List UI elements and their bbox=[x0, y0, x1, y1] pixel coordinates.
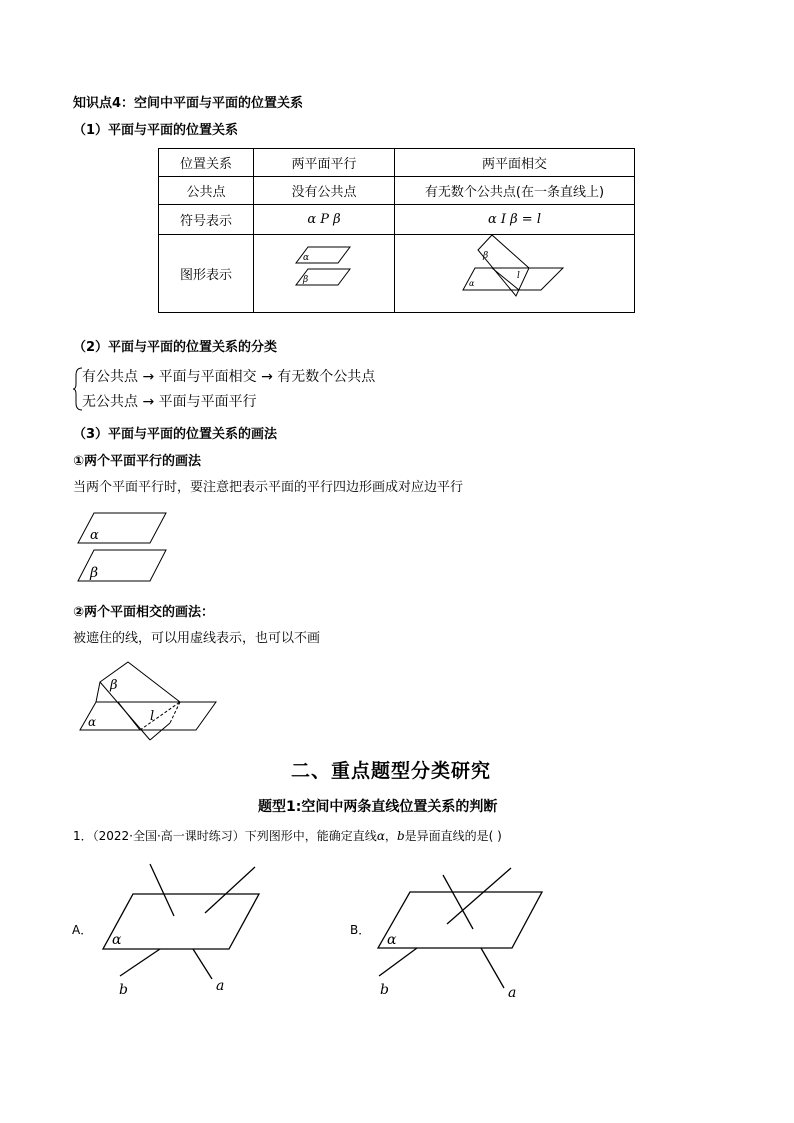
table-cell: 公共点 bbox=[159, 177, 254, 205]
option-b-label[interactable]: B． bbox=[350, 923, 371, 937]
parallel-planes-small-figure bbox=[254, 235, 394, 308]
table-cell: α I β = l bbox=[395, 205, 635, 235]
svg-text:α: α bbox=[469, 279, 475, 288]
question-type-title: 题型1:空间中两条直线位置关系的判断 bbox=[258, 799, 498, 815]
svg-text:b: b bbox=[380, 982, 389, 998]
svg-text:β: β bbox=[110, 678, 118, 693]
table-row bbox=[159, 205, 635, 235]
svg-text:α: α bbox=[112, 932, 122, 948]
svg-text:α: α bbox=[88, 715, 97, 729]
svg-text:a: a bbox=[508, 985, 517, 1001]
option-a-label[interactable]: A． bbox=[72, 923, 93, 937]
part-heading: 二、重点题型分类研究 bbox=[291, 760, 492, 782]
question-1-text: 1．（2022·全国·高一课时练习）下列图形中，能确定直线 bbox=[73, 829, 377, 843]
parallel-method-title: ①两个平面平行的画法 bbox=[73, 454, 202, 469]
subsection-2-title: （2）平面与平面的位置关系的分类 bbox=[73, 340, 278, 355]
table-cell: 图形表示 bbox=[159, 235, 254, 313]
table-cell: 符号表示 bbox=[159, 205, 254, 235]
svg-text:a: a bbox=[216, 978, 225, 994]
svg-text:α: α bbox=[387, 932, 397, 948]
line-a-symbol: α bbox=[376, 829, 385, 843]
table-header-cell: 位置关系 bbox=[159, 149, 254, 177]
svg-text:α: α bbox=[303, 253, 310, 263]
intersect-method-text: 被遮住的线，可以用虚线表示，也可以不画 bbox=[73, 631, 321, 646]
section-title: 知识点4：空间中平面与平面的位置关系 bbox=[73, 96, 304, 111]
table-header-cell: 两平面相交 bbox=[395, 149, 635, 177]
question-1-separator: ， bbox=[384, 829, 397, 843]
option-a-figure[interactable] bbox=[100, 862, 265, 1002]
subsection-1-title: （1）平面与平面的位置关系 bbox=[73, 123, 239, 138]
intersecting-planes-figure bbox=[78, 660, 218, 742]
table-row bbox=[159, 235, 635, 313]
svg-text:β: β bbox=[303, 275, 309, 285]
table-header-row bbox=[159, 149, 635, 177]
svg-text:β: β bbox=[483, 251, 489, 261]
table-header-cell: 两平面平行 bbox=[254, 149, 395, 177]
question-1-ending: 是异面直线的是( ) bbox=[404, 829, 502, 843]
subsection-3-title: （3）平面与平面的位置关系的画法 bbox=[73, 427, 278, 442]
table-cell: 有无数个公共点(在一条直线上) bbox=[395, 177, 635, 205]
parallel-method-text: 当两个平面平行时，要注意把表示平面的平行四边形画成对应边平行 bbox=[73, 480, 464, 495]
option-b-figure[interactable] bbox=[375, 866, 550, 1006]
svg-text:β: β bbox=[90, 565, 99, 581]
parallel-planes-figure bbox=[76, 510, 171, 584]
classify-line-1: 有公共点 → 平面与平面相交 → 有无数个公共点 bbox=[82, 369, 376, 385]
intersecting-planes-small-figure bbox=[395, 235, 634, 308]
svg-text:b: b bbox=[119, 982, 128, 998]
svg-text:l: l bbox=[517, 271, 520, 281]
table-row bbox=[159, 177, 635, 205]
svg-text:l: l bbox=[150, 709, 155, 724]
table-figure-cell bbox=[254, 235, 395, 313]
table-figure-cell bbox=[395, 235, 635, 313]
table-cell: α P β bbox=[254, 205, 395, 235]
table-cell: 没有公共点 bbox=[254, 177, 395, 205]
question-1-stem bbox=[73, 828, 502, 844]
line-b-symbol: b bbox=[396, 829, 405, 843]
intersect-method-title: ②两个平面相交的画法： bbox=[73, 605, 215, 620]
svg-text:α: α bbox=[90, 528, 99, 543]
classify-line-2: 无公共点 → 平面与平面平行 bbox=[82, 394, 257, 410]
plane-relation-table bbox=[158, 148, 635, 313]
